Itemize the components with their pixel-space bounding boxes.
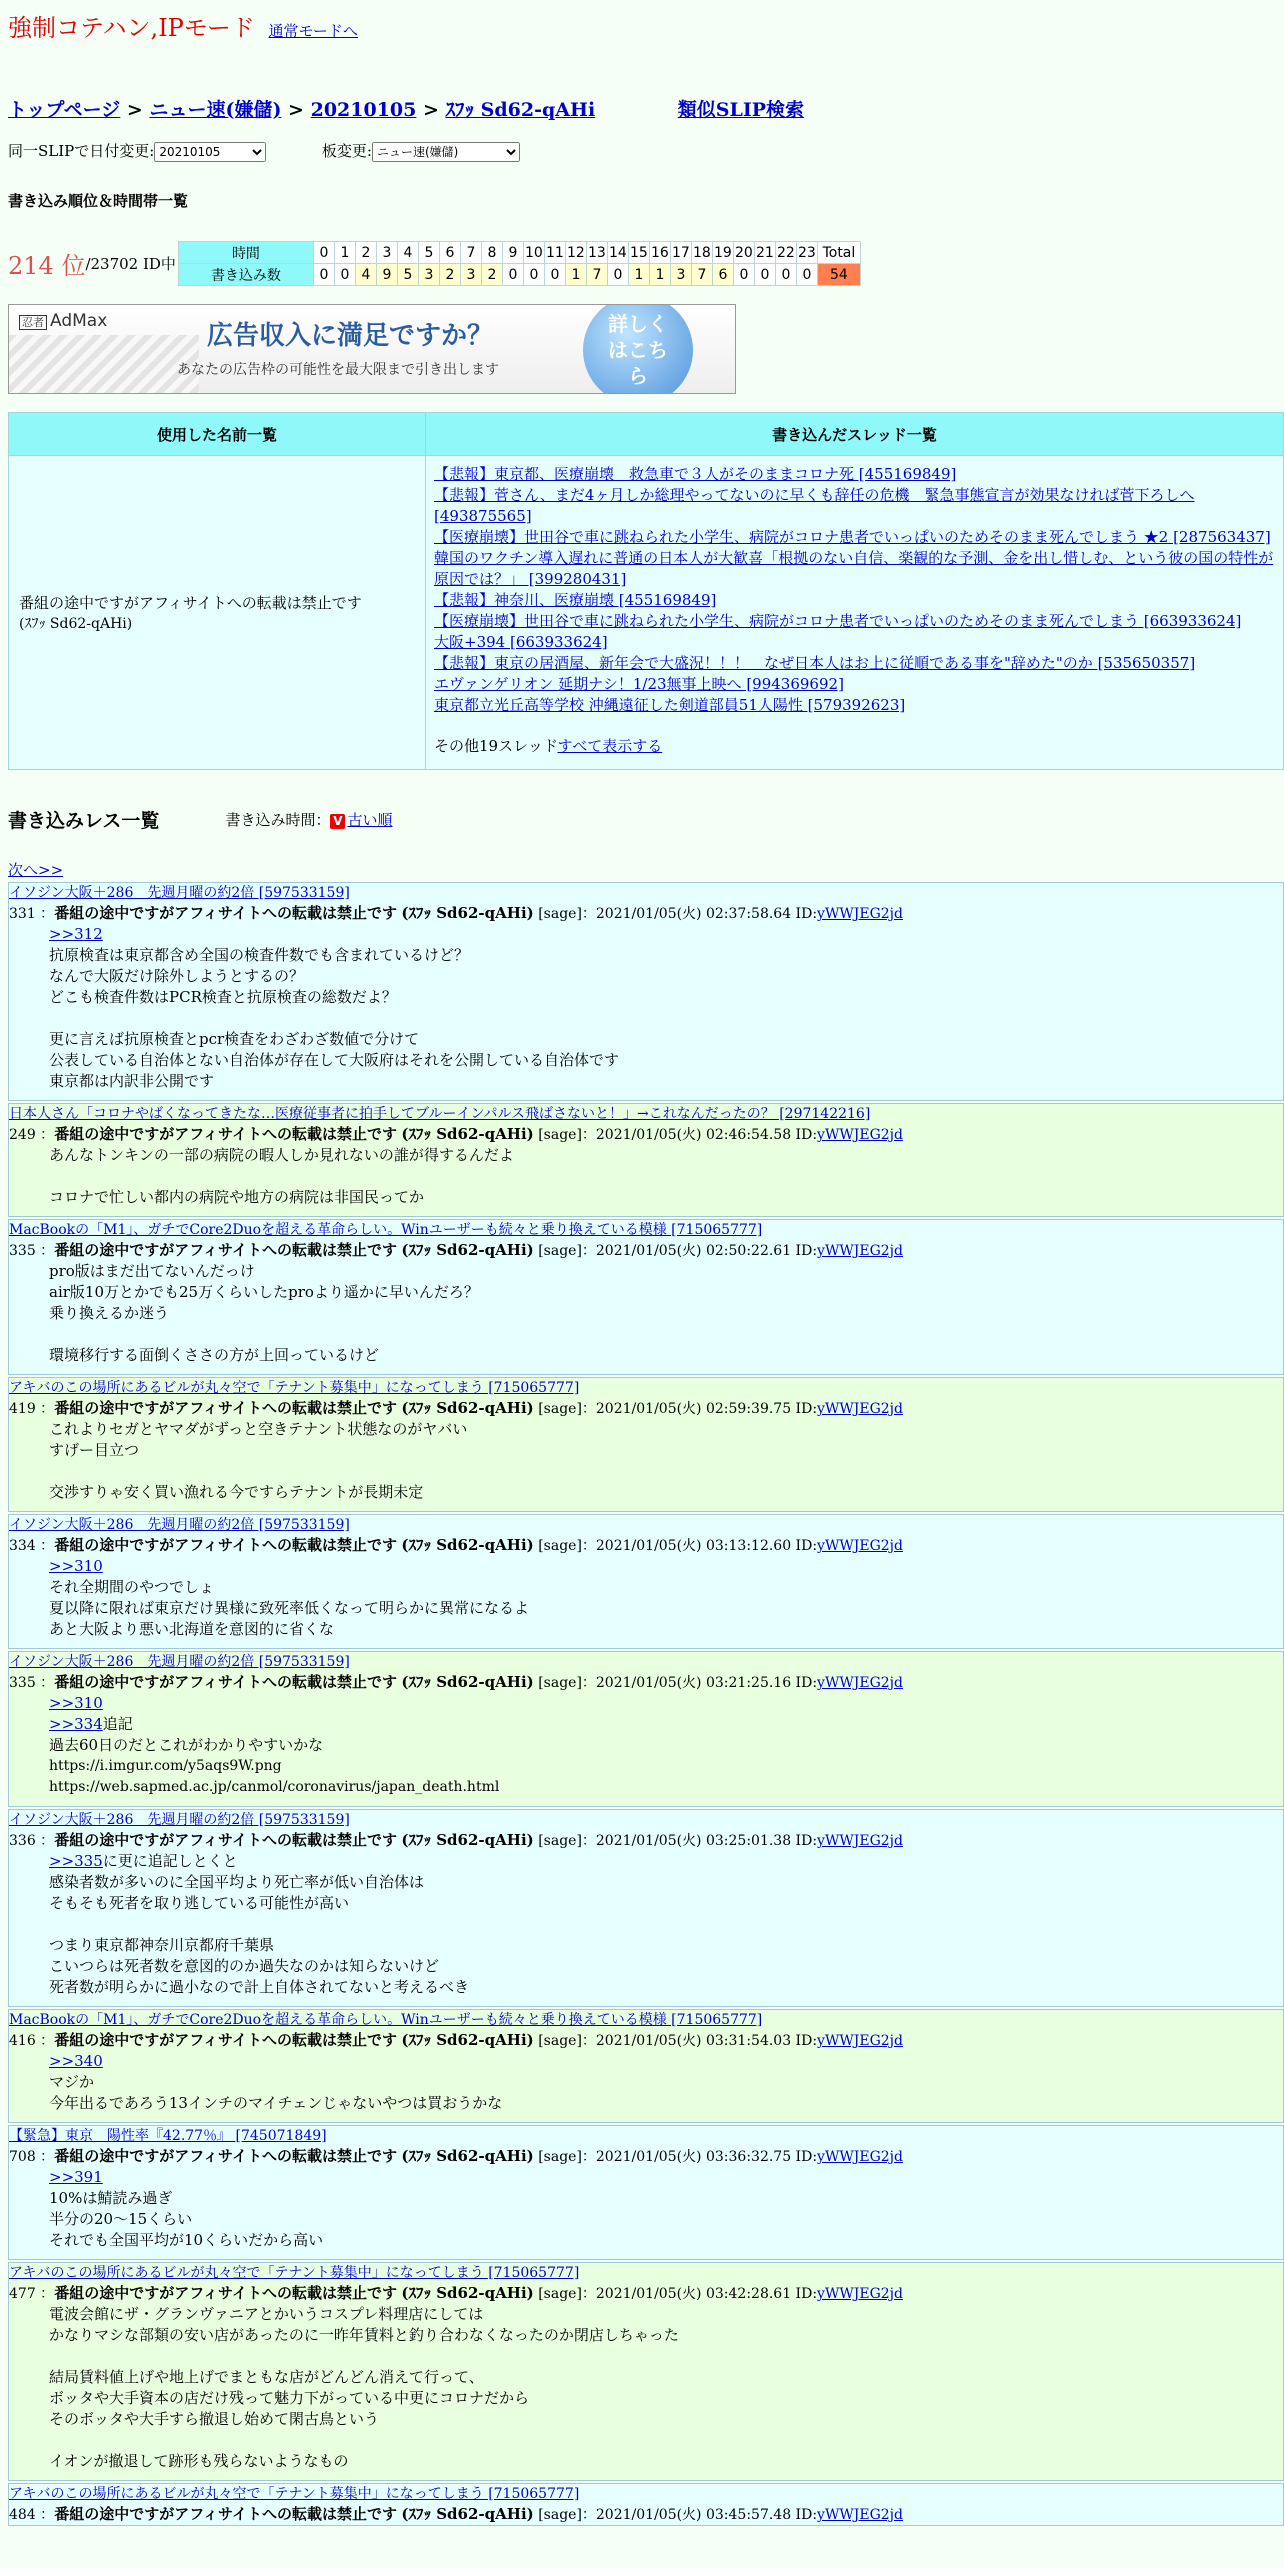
post-thread-link[interactable]: 日本人さん「コロナやばくなってきたな…医療従事者に拍手してブルーインパルス飛ばさないと！」→これなんだったの？ [297142216]: [9, 1106, 871, 1122]
post-body: [9, 924, 1283, 1100]
reply-anchor-link[interactable]: >>340: [49, 2052, 103, 2070]
post-number: 477: [9, 2286, 36, 2302]
posts-header: [8, 806, 1276, 833]
post-line: [49, 2430, 1283, 2451]
post-name: 番組の途中ですがアフィサイトへの転載は禁止です: [54, 1399, 397, 1417]
post-id-link[interactable]: yWWJEG2jd: [817, 1401, 903, 1417]
post-id-link[interactable]: yWWJEG2jd: [817, 1833, 903, 1849]
post-trip: (ｽﾌｯ Sd62-qAHi): [401, 2505, 534, 2523]
post-id-link[interactable]: yWWJEG2jd: [817, 1675, 903, 1691]
post-thread-link[interactable]: イソジン大阪＋286 先週月曜の約2倍 [597533159]: [9, 1812, 350, 1828]
reply-anchor-link[interactable]: >>312: [49, 925, 103, 943]
count-label: 書き込み数: [178, 264, 313, 286]
hour-cell: 18: [691, 242, 712, 264]
reply-anchor-link[interactable]: >>391: [49, 2168, 103, 2186]
post-line: 公表している自治体とない自治体が存在して大阪府はそれを公開している自治体です: [49, 1051, 620, 1069]
post-name: 番組の途中ですがアフィサイトへの転載は禁止です: [54, 1536, 397, 1554]
post-line: それでも全国平均が10くらいだから高い: [49, 2231, 324, 2249]
hour-cell: 2: [355, 242, 376, 264]
post-trip: (ｽﾌｯ Sd62-qAHi): [401, 2031, 534, 2049]
post-line: 抗原検査は東京都含め全国の検査件数でも含まれているけど？: [49, 946, 470, 964]
breadcrumb-separator: >: [281, 99, 311, 121]
post: [8, 2262, 1284, 2481]
post-line: どこも検査件数はPCR検査と抗原検査の総数だよ？: [49, 988, 397, 1006]
post-line: https://i.imgur.com/y5aqs9W.png: [49, 1758, 282, 1774]
total-label: Total: [817, 242, 860, 264]
thread-list: [434, 464, 1275, 716]
post-header: 416 ：番組の途中ですがアフィサイトへの転載は禁止です (ｽﾌｯ Sd62-qAHi) [sage]：2021/01/05(火) 03:31:54.03 ID:yWWJEG2jd: [9, 2031, 903, 2049]
post-line: 死者数が明らかに過小なので計上自体されてないと考えるべき: [49, 1978, 470, 1996]
posts-section-title: 書き込みレス一覧: [8, 810, 160, 832]
names-column-header: 使用した名前一覧: [9, 413, 426, 456]
post-line: 夏以降に限れば東京だけ異様に致死率低くなって明らかに異常になるよ: [49, 1599, 530, 1617]
post-line: pro版はまだ出てないんだっけ: [49, 1262, 255, 1280]
post-line: 更に言えば抗原検査とpcr検査をわざわざ数値で分けて: [49, 1030, 420, 1048]
post-trip: (ｽﾌｯ Sd62-qAHi): [401, 1536, 534, 1554]
post: [8, 1103, 1284, 1217]
hour-cell: 7: [460, 242, 481, 264]
post-meta: [sage]：2021/01/05(火) 02:46:54.58 ID:: [538, 1127, 818, 1143]
post-thread-link[interactable]: イソジン大阪＋286 先週月曜の約2倍 [597533159]: [9, 1654, 350, 1670]
post-trip: (ｽﾌｯ Sd62-qAHi): [401, 1399, 534, 1417]
post-line: [49, 1556, 1283, 1577]
hour-cell: 20: [733, 242, 754, 264]
count-cell: 3: [418, 264, 439, 286]
thread-link[interactable]: 【悲報】神奈川、医療崩壊 [455169849]: [434, 591, 717, 609]
post-trip: (ｽﾌｯ Sd62-qAHi): [401, 2284, 534, 2302]
post-body: [9, 1851, 1283, 2006]
post-thread-link[interactable]: イソジン大阪＋286 先週月曜の約2倍 [597533159]: [9, 1517, 350, 1533]
post-line: コロナで忙しい都内の病院や地方の病院は非国民ってか: [49, 1188, 425, 1206]
post-header: 708 ：番組の途中ですがアフィサイトへの転載は禁止です (ｽﾌｯ Sd62-qAHi) [sage]：2021/01/05(火) 03:36:32.75 ID:yWWJEG2jd: [9, 2147, 903, 2165]
thread-link[interactable]: 【医療崩壊】世田谷で車に跳ねられた小学生、病院がコロナ患者でいっぱいのためそのまま死んでしまう ★2 [287563437]: [434, 528, 1271, 546]
date-change-label: 同一SLIPで日付変更:: [8, 142, 155, 160]
count-cell: 0: [544, 264, 565, 286]
post-line: 半分の20～15くらい: [49, 2210, 193, 2228]
post-line: 乗り換えるか迷う: [49, 1304, 170, 1322]
post-id-link[interactable]: yWWJEG2jd: [817, 1243, 903, 1259]
post-id-link[interactable]: yWWJEG2jd: [817, 2286, 903, 2302]
hour-cell: 12: [565, 242, 586, 264]
post-line: 感染者数が多いのに全国平均より死亡率が低い自治体は: [49, 1873, 425, 1891]
post-number: 336: [9, 1833, 36, 1849]
breadcrumb-date[interactable]: 20210105: [310, 99, 417, 121]
thread-link[interactable]: 韓国のワクチン導入遅れに普通の日本人が大歓喜「根拠のない自信、楽観的な予測、金を出し惜しむ、という彼の国の特性が原因では？」 [399280431]: [434, 549, 1274, 588]
post-trip: (ｽﾌｯ Sd62-qAHi): [401, 1125, 534, 1143]
rank-position: 214 位: [8, 252, 86, 280]
post-line: 電波会館にザ・グランヴァニアとかいうコスプレ料理店にしては: [49, 2305, 484, 2323]
count-cell: 0: [502, 264, 523, 286]
post-id-link[interactable]: yWWJEG2jd: [817, 1127, 903, 1143]
post-number: 334: [9, 1538, 36, 1554]
hour-cell: 14: [607, 242, 628, 264]
time-label: 時間: [178, 242, 313, 264]
ad-subline: あなたの広告枠の可能性を最大限まで引き出します: [177, 362, 499, 378]
thread-link[interactable]: 【悲報】東京都、医療崩壊 救急車で３人がそのままコロナ死 [455169849]: [434, 465, 957, 483]
rank-total: /23702 ID中: [85, 255, 176, 273]
post-header: 484 ：番組の途中ですがアフィサイトへの転載は禁止です (ｽﾌｯ Sd62-qAHi) [sage]：2021/01/05(火) 03:45:57.48 ID:yWWJEG2jd: [9, 2505, 903, 2523]
hour-cell: 1: [334, 242, 355, 264]
post-line: そもそも死者を取り逃している可能性が高い: [49, 1894, 350, 1912]
post-body: [9, 1145, 1283, 1216]
post-line: これよりセガとヤマダがずっと空きテナント状態なのがヤバい: [49, 1420, 468, 1438]
post-line: そのボッタや大手すら撤退し始めて閑古鳥という: [49, 2410, 380, 2428]
post-line: かなりマシな部類の安い店があったのに一昨年賃料と釣り合わなくなったのか閉店しちゃった: [49, 2326, 679, 2344]
post-line: [49, 1714, 1283, 1735]
post-name: 番組の途中ですがアフィサイトへの転載は禁止です: [54, 904, 397, 922]
post: [8, 1377, 1284, 1512]
hour-cell: 13: [586, 242, 607, 264]
post-name: 番組の途中ですがアフィサイトへの転載は禁止です: [54, 2147, 397, 2165]
hour-cell: 16: [649, 242, 670, 264]
board-select[interactable]: [372, 142, 520, 162]
post-header: 335 ：番組の途中ですがアフィサイトへの転載は禁止です (ｽﾌｯ Sd62-qAHi) [sage]：2021/01/05(火) 02:50:22.61 ID:yWWJEG2jd: [9, 1241, 903, 1259]
post-line: [49, 1693, 1283, 1714]
hour-cell: 4: [397, 242, 418, 264]
post-line: なんで大阪だけ除外しようとするの？: [49, 967, 305, 985]
normal-mode-link[interactable]: 通常モードへ: [268, 22, 358, 40]
threads-cell: [426, 456, 1284, 770]
post: [8, 1219, 1284, 1375]
post-line: 過去60日のだとこれがわかりやすいかな: [49, 1736, 324, 1754]
post-body: [9, 1556, 1283, 1648]
breadcrumb-separator: >: [416, 99, 446, 121]
hour-cell: 9: [502, 242, 523, 264]
reply-anchor-link[interactable]: >>335: [49, 1852, 103, 1870]
count-cell: 0: [796, 264, 817, 286]
hour-cell: 19: [712, 242, 733, 264]
post-meta: [sage]：2021/01/05(火) 02:50:22.61 ID:: [538, 1243, 818, 1259]
post-line-text: に更に追記しとくと: [102, 1852, 238, 1870]
hour-cell: 3: [376, 242, 397, 264]
mode-title: 強制コテハン,IPモード: [8, 14, 255, 42]
post-line: あと大阪より悪い北海道を意図的に省くな: [49, 1620, 335, 1638]
count-cell: 0: [523, 264, 544, 286]
post-id-link[interactable]: yWWJEG2jd: [817, 2507, 903, 2523]
post-header: 249 ：番組の途中ですがアフィサイトへの転載は禁止です (ｽﾌｯ Sd62-qAHi) [sage]：2021/01/05(火) 02:46:54.58 ID:yWWJEG2jd: [9, 1125, 903, 1143]
post-trip: (ｽﾌｯ Sd62-qAHi): [401, 904, 534, 922]
rank-row: [8, 241, 1276, 286]
post-line: [49, 924, 1283, 945]
post-line: つまり東京都神奈川京都府千葉県: [49, 1936, 275, 1954]
thread-link[interactable]: 【医療崩壊】世田谷で車に跳ねられた小学生、病院がコロナ患者でいっぱいのためそのまま死んでしまう [663933624]: [434, 612, 1242, 630]
board-change-label: 板変更:: [321, 142, 372, 160]
post-line: それ全期間のやつでしょ: [49, 1578, 215, 1596]
hour-cell: 15: [628, 242, 649, 264]
breadcrumb: [8, 95, 1276, 122]
ad-banner[interactable]: [8, 304, 736, 394]
post-meta: [sage]：2021/01/05(火) 02:59:39.75 ID:: [538, 1401, 818, 1417]
post-thread-link[interactable]: イソジン大阪＋286 先週月曜の約2倍 [597533159]: [9, 885, 350, 901]
post-trip: (ｽﾌｯ Sd62-qAHi): [401, 2147, 534, 2165]
post-body: [9, 1419, 1283, 1511]
post-header: 336 ：番組の途中ですがアフィサイトへの転載は禁止です (ｽﾌｯ Sd62-qAHi) [sage]：2021/01/05(火) 03:25:01.38 ID:yWWJEG2jd: [9, 1831, 903, 1849]
post-trip: (ｽﾌｯ Sd62-qAHi): [401, 1831, 534, 1849]
post-body: [9, 2304, 1283, 2480]
post-line: [49, 2051, 1283, 2072]
hour-cell: 10: [523, 242, 544, 264]
post: [8, 2125, 1284, 2260]
post-name: 番組の途中ですがアフィサイトへの転載は禁止です: [54, 1125, 397, 1143]
count-cell: 3: [670, 264, 691, 286]
count-cell: 0: [775, 264, 796, 286]
sort-toggle-icon[interactable]: V: [330, 814, 345, 829]
post-line: 今年出るであろう13インチのマイチェンじゃないやつは買おうかな: [49, 2094, 503, 2112]
count-cell: 0: [754, 264, 775, 286]
post-number: 335: [9, 1675, 36, 1691]
post-name: 番組の途中ですがアフィサイトへの転載は禁止です: [54, 1241, 397, 1259]
post-name: 番組の途中ですがアフィサイトへの転載は禁止です: [54, 2031, 397, 2049]
hour-cell: 8: [481, 242, 502, 264]
post-line: 東京都は内訳非公開です: [49, 1072, 215, 1090]
post-body: [9, 1261, 1283, 1374]
post-number: 419: [9, 1401, 36, 1417]
ad-headline: 広告収入に満足ですか？: [207, 321, 494, 351]
post-number: 416: [9, 2033, 36, 2049]
breadcrumb-board[interactable]: ニュー速(嫌儲): [149, 99, 282, 121]
post-thread-link[interactable]: 【緊急】東京 陽性率『42.77％』 [745071849]: [9, 2128, 327, 2144]
post-line: [49, 1914, 1283, 1935]
post: [8, 2483, 1284, 2526]
post-line: 交渉すりゃ安く買い漁れる今ですらテナントが長期未定: [49, 1483, 424, 1501]
post-meta: [sage]：2021/01/05(火) 03:13:12.60 ID:: [538, 1538, 818, 1554]
post-header: 419 ：番組の途中ですがアフィサイトへの転載は禁止です (ｽﾌｯ Sd62-qAHi) [sage]：2021/01/05(火) 02:59:39.75 ID:yWWJEG2jd: [9, 1399, 903, 1417]
sort-order-label: 書き込み時間：: [225, 811, 331, 829]
post-name: 番組の途中ですがアフィサイトへの転載は禁止です: [54, 1673, 397, 1691]
post-meta: [sage]：2021/01/05(火) 03:36:32.75 ID:: [538, 2149, 818, 2165]
post-number: 484: [9, 2507, 36, 2523]
page-header: [8, 8, 1276, 43]
ad-cta-button[interactable]: 詳しくはこちら: [583, 304, 693, 394]
count-cell: 3: [460, 264, 481, 286]
post-thread-link[interactable]: アキバのこの場所にあるビルが丸々空で「テナント募集中」になってしまう [715065777]: [9, 2486, 580, 2502]
hour-cell: 0: [313, 242, 334, 264]
count-cell: 0: [313, 264, 334, 286]
post: [8, 1651, 1284, 1807]
next-page-link[interactable]: 次へ>>: [8, 861, 64, 879]
post-meta: [sage]：2021/01/05(火) 03:21:25.16 ID:: [538, 1675, 818, 1691]
post-body: [9, 2167, 1283, 2259]
similar-slip-search-link[interactable]: 類似SLIP検索: [677, 99, 805, 121]
post-name: 番組の途中ですがアフィサイトへの転載は禁止です: [54, 1831, 397, 1849]
hour-cell: 11: [544, 242, 565, 264]
thread-link[interactable]: 【悲報】東京の居酒屋、新年会で大盛況！！！ なぜ日本人はお上に従順である事を"辞めた"のか [535650357]: [434, 654, 1196, 672]
post-thread-link[interactable]: アキバのこの場所にあるビルが丸々空で「テナント募集中」になってしまう [715065777]: [9, 2265, 580, 2281]
post-line-text: 追記: [102, 1715, 133, 1733]
sort-order: [225, 809, 392, 830]
post-meta: [sage]：2021/01/05(火) 03:42:28.61 ID:: [538, 2286, 818, 2302]
names-threads-table: [8, 412, 1284, 770]
post-line: [49, 2346, 1283, 2367]
thread-link[interactable]: 大阪+394 [663933624]: [434, 633, 608, 651]
post-body: [9, 1693, 1283, 1806]
count-cell: 4: [355, 264, 376, 286]
post-line: [49, 1461, 1283, 1482]
breadcrumb-separator: >: [120, 99, 150, 121]
post-line: こいつらは死者数を意図的のか過失なのかは知らないけど: [49, 1957, 440, 1975]
post-meta: [sage]：2021/01/05(火) 03:25:01.38 ID:: [538, 1833, 818, 1849]
post-body: [9, 2051, 1283, 2122]
post-line: 環境移行する面倒くささの方が上回っているけど: [49, 1346, 380, 1364]
reply-anchor-link[interactable]: >>310: [49, 1694, 103, 1712]
post-id-link[interactable]: yWWJEG2jd: [817, 1538, 903, 1554]
filter-controls: [8, 140, 1276, 162]
show-all-threads-link[interactable]: すべて表示する: [557, 737, 663, 755]
thread-link[interactable]: 東京都立光丘高等学校 沖縄遠征した剣道部員51人陽性 [579392623]: [434, 696, 906, 714]
thread-link[interactable]: 【悲報】菅さん、まだ4ヶ月しか総理やってないのに早くも辞任の危機 緊急事態宣言が効果なければ菅下ろしへ [493875565]: [434, 486, 1195, 525]
post-meta: [sage]：2021/01/05(火) 03:31:54.03 ID:: [538, 2033, 818, 2049]
post-number: 708: [9, 2149, 36, 2165]
post-trip: (ｽﾌｯ Sd62-qAHi): [401, 1673, 534, 1691]
post-thread-link[interactable]: MacBookの「M1」、ガチでCore2Duoを超える革命らしい。Winユーザーも続々と乗り換えている模様 [715065777]: [9, 2012, 763, 2028]
post: [8, 882, 1284, 1101]
count-cell: 1: [565, 264, 586, 286]
post-line: [49, 1851, 1283, 1872]
more-threads: [434, 736, 1275, 757]
post-id-link[interactable]: yWWJEG2jd: [817, 2033, 903, 2049]
post-list: [8, 882, 1276, 2526]
post-header: 335 ：番組の途中ですがアフィサイトへの転載は禁止です (ｽﾌｯ Sd62-qAHi) [sage]：2021/01/05(火) 03:21:25.16 ID:yWWJEG2jd: [9, 1673, 903, 1691]
post-thread-link[interactable]: MacBookの「M1」、ガチでCore2Duoを超える革命らしい。Winユーザーも続々と乗り換えている模様 [715065777]: [9, 1222, 763, 1238]
threads-column-header: 書き込んだスレッド一覧: [426, 413, 1284, 456]
post-line: ボッタや大手資本の店だけ残って魅力下がっている中更にコロナだから: [49, 2389, 530, 2407]
post-line: 10%は鯖読み過ぎ: [49, 2189, 173, 2207]
hour-cell: 17: [670, 242, 691, 264]
count-cell: 2: [439, 264, 460, 286]
post-line: air版10万とかでも25万くらいしたproより遥かに早いんだろ？: [49, 1283, 479, 1301]
post-header: 477 ：番組の途中ですがアフィサイトへの転載は禁止です (ｽﾌｯ Sd62-qAHi) [sage]：2021/01/05(火) 03:42:28.61 ID:yWWJEG2jd: [9, 2284, 903, 2302]
breadcrumb-slip[interactable]: ｽﾌｯ Sd62-qAHi: [445, 99, 596, 121]
used-trip: (ｽﾌｯ Sd62-qAHi): [19, 616, 133, 632]
hour-cell: 6: [439, 242, 460, 264]
post-name: 番組の途中ですがアフィサイトへの転載は禁止です: [54, 2505, 397, 2523]
hour-cell: 21: [754, 242, 775, 264]
post-id-link[interactable]: yWWJEG2jd: [817, 906, 903, 922]
post-id-link[interactable]: yWWJEG2jd: [817, 2149, 903, 2165]
count-cell: 0: [733, 264, 754, 286]
count-cell: 0: [334, 264, 355, 286]
count-cell: 2: [481, 264, 502, 286]
hour-cell: 22: [775, 242, 796, 264]
post-header: 334 ：番組の途中ですがアフィサイトへの転載は禁止です (ｽﾌｯ Sd62-qAHi) [sage]：2021/01/05(火) 03:13:12.60 ID:yWWJEG2jd: [9, 1536, 903, 1554]
hourly-table: [178, 241, 861, 286]
post-line: [49, 1008, 1283, 1029]
post-header: 331 ：番組の途中ですがアフィサイトへの転載は禁止です (ｽﾌｯ Sd62-qAHi) [sage]：2021/01/05(火) 02:37:58.64 ID:yWWJEG2jd: [9, 904, 903, 922]
count-cell: 1: [649, 264, 670, 286]
post-line: すげー目立つ: [49, 1441, 140, 1459]
post-line: https://web.sapmed.ac.jp/canmol/coronavirus/japan_death.html: [49, 1779, 500, 1795]
date-select[interactable]: [154, 142, 266, 162]
post-line: マジか: [49, 2073, 95, 2091]
post-meta: [sage]：2021/01/05(火) 02:37:58.64 ID:: [538, 906, 818, 922]
post-trip: (ｽﾌｯ Sd62-qAHi): [401, 1241, 534, 1259]
hour-cell: 5: [418, 242, 439, 264]
count-cell: 5: [397, 264, 418, 286]
post-name: 番組の途中ですがアフィサイトへの転載は禁止です: [54, 2284, 397, 2302]
names-cell: [9, 456, 426, 770]
rank-section-title: 書き込み順位＆時間帯一覧: [8, 192, 189, 210]
post-line: 結局賃料値上げや地上げでまともな店がどんどん消えて行って、: [49, 2368, 484, 2386]
thread-link[interactable]: エヴァンゲリオン 延期ナシ！1/23無事上映へ [994369692]: [434, 675, 844, 693]
post-line: イオンが撤退して跡形も残らないようなもの: [49, 2452, 349, 2470]
post-meta: [sage]：2021/01/05(火) 03:45:57.48 ID:: [538, 2507, 818, 2523]
post-number: 331: [9, 906, 36, 922]
post: [8, 1809, 1284, 2007]
more-threads-count: その他19スレッド: [434, 737, 558, 755]
hour-cell: 23: [796, 242, 817, 264]
sort-oldest-link[interactable]: 古い順: [347, 811, 393, 829]
post-thread-link[interactable]: アキバのこの場所にあるビルが丸々空で「テナント募集中」になってしまう [715065777]: [9, 1380, 580, 1396]
breadcrumb-top[interactable]: トップページ: [8, 99, 121, 121]
post-line: あんなトンキンの一部の病院の暇人しか見れないの誰が得するんだよ: [49, 1146, 514, 1164]
count-cell: 6: [712, 264, 733, 286]
post-line: [49, 1324, 1283, 1345]
post-number: 335: [9, 1243, 36, 1259]
post-line: [49, 2167, 1283, 2188]
post: [8, 1514, 1284, 1649]
reply-anchor-link[interactable]: >>310: [49, 1557, 103, 1575]
ad-logo: 忍者 AdMax: [19, 311, 107, 331]
count-cell: 7: [691, 264, 712, 286]
used-name: 番組の途中ですがアフィサイトへの転載は禁止です: [19, 594, 362, 612]
count-cell: 9: [376, 264, 397, 286]
count-cell: 0: [607, 264, 628, 286]
post: [8, 2009, 1284, 2123]
post-line: [49, 1166, 1283, 1187]
reply-anchor-link[interactable]: >>334: [49, 1715, 103, 1733]
count-cell: 1: [628, 264, 649, 286]
post-number: 249: [9, 1127, 36, 1143]
count-cell: 7: [586, 264, 607, 286]
total-value: 54: [817, 264, 860, 286]
